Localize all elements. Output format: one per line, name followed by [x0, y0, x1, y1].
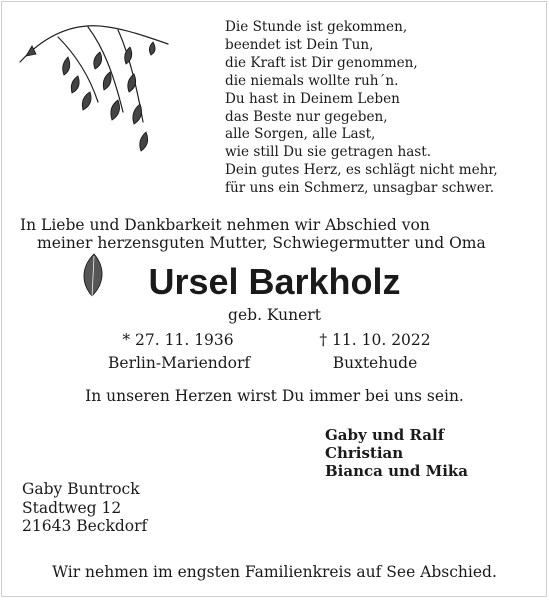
mourners-list	[325, 426, 468, 480]
birth-date: * 27. 11. 1936	[122, 331, 234, 349]
mourner: Gaby und Ralf	[325, 426, 445, 444]
death-date: † 11. 10. 2022	[319, 331, 431, 349]
poem-line: das Beste nur gegeben,	[225, 108, 388, 125]
poem-line: beendet ist Dein Tun,	[225, 36, 374, 53]
motto: In unseren Herzen wirst Du immer bei uns sein.	[85, 387, 464, 405]
poem-line: die niemals wollte ruh´n.	[225, 72, 399, 89]
poem	[225, 19, 535, 198]
poem-line: die Kraft ist Dir genommen,	[225, 54, 418, 71]
poem-line: Die Stunde ist gekommen,	[225, 19, 408, 35]
mourner: Bianca und Mika	[325, 462, 469, 480]
address-city: 21643 Beckdorf	[22, 517, 148, 535]
birth-place: Berlin-Mariendorf	[108, 354, 251, 372]
deceased-name: Ursel Barkholz	[148, 261, 401, 302]
intro-line-2: meiner herzensguten Mutter, Schwiegermutter und Oma	[37, 234, 486, 252]
address-street: Stadtweg 12	[22, 498, 122, 517]
poem-line: wie still Du sie getragen hast.	[225, 144, 432, 161]
born-name: geb. Kunert	[228, 306, 321, 324]
poem-line: Dein gutes Herz, es schlägt nicht mehr,	[225, 162, 498, 179]
poem-line: alle Sorgen, alle Last,	[225, 126, 376, 143]
intro-line-1: In Liebe und Dankbarkeit nehmen wir Abschied von	[20, 216, 430, 234]
poem-line: Du hast in Deinem Leben	[225, 90, 400, 107]
poem-line: für uns ein Schmerz, unsagbar schwer.	[225, 180, 495, 197]
death-place: Buxtehude	[332, 354, 418, 372]
address-name: Gaby Buntrock	[22, 480, 140, 498]
funeral-note: Wir nehmen im engsten Familienkreis auf See Abschied.	[52, 563, 497, 581]
birch-branch-icon	[18, 12, 178, 172]
mourner: Christian	[325, 444, 404, 462]
contact-address	[22, 480, 147, 536]
